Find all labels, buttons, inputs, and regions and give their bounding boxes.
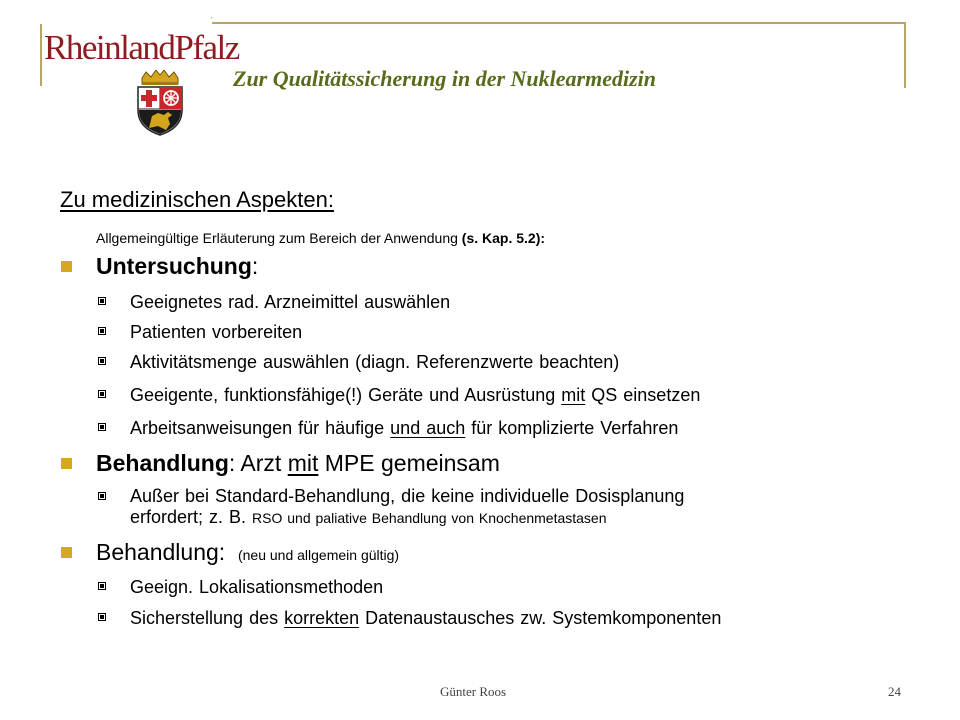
sub-item <box>130 384 700 406</box>
frame-corner-mark: ˊ <box>210 16 213 26</box>
underlined-text: mit <box>561 385 586 405</box>
intro-bold: (s. Kap. 5.2): <box>461 230 546 246</box>
section-heading: Zu medizinischen Aspekten: <box>60 187 334 212</box>
rheinland-pfalz-logo: RheinlandPfalz <box>44 28 239 67</box>
sub-item <box>130 486 684 529</box>
sub-item-text: Geeignetes rad. Arzneimittel auswählen <box>130 292 451 312</box>
bullet-square-icon <box>61 547 72 558</box>
underlined-text: korrekten <box>284 608 360 628</box>
hollow-square-icon <box>98 423 106 431</box>
coat-of-arms-icon <box>132 70 188 136</box>
sub-item-text: erfordert; z. B. <box>130 507 253 527</box>
sub-item <box>130 351 619 373</box>
small-text: RSO und paliative Behandlung von Knochenmetastasen <box>252 510 607 526</box>
sub-item <box>130 576 383 598</box>
bullet-label: Untersuchung <box>96 253 252 279</box>
sub-item-text: Geeign. Lokalisationsmethoden <box>130 577 384 597</box>
intro-text <box>96 230 545 246</box>
bullet-behandlung-neu <box>96 539 399 566</box>
sub-item-text: Datenaustausches zw. Systemkomponenten <box>359 608 722 628</box>
hollow-square-icon <box>98 492 106 500</box>
underlined-text: mit <box>287 450 319 476</box>
sub-item-line-2 <box>130 507 684 529</box>
sub-item <box>130 291 450 313</box>
sub-item-text: QS einsetzen <box>585 385 701 405</box>
header-frame-right-line <box>904 22 906 88</box>
sub-item-line-1: Außer bei Standard-Behandlung, die keine individuelle Dosisplanung <box>130 486 685 506</box>
hollow-square-icon <box>98 357 106 365</box>
sub-item <box>130 607 721 629</box>
bullet-behandlung <box>96 450 500 477</box>
sub-item-text: Sicherstellung des <box>130 608 285 628</box>
bullet-square-icon <box>61 458 72 469</box>
intro-plain: Allgemeingültige Erläuterung zum Bereich der Anwendung <box>96 230 462 246</box>
bullet-label: Behandlung <box>96 450 229 476</box>
header-frame-top-line <box>212 22 906 24</box>
sub-item <box>130 321 302 343</box>
hollow-square-icon <box>98 613 106 621</box>
bullet-label: Behandlung: <box>96 539 226 565</box>
bullet-square-icon <box>61 261 72 272</box>
sub-item-text: Aktivitätsmenge auswählen (diagn. Referenzwerte beachten) <box>130 352 620 372</box>
small-text: (neu und allgemein gültig) <box>237 547 400 563</box>
sub-item <box>130 417 678 439</box>
bullet-suffix: : <box>251 253 259 279</box>
sub-item-text: Arbeitsanweisungen für häufige <box>130 418 391 438</box>
hollow-square-icon <box>98 582 106 590</box>
sub-item-text: Patienten vorbereiten <box>130 322 303 342</box>
page-number: 24 <box>888 684 901 699</box>
bullet-text: : Arzt <box>228 450 288 476</box>
sub-item-text: Geeigente, funktionsfähige(!) Geräte und Ausrüstung <box>130 385 562 405</box>
bullet-untersuchung <box>96 253 258 280</box>
bullet-text: MPE gemeinsam <box>318 450 500 476</box>
header-frame-left-line <box>40 24 42 86</box>
hollow-square-icon <box>98 327 106 335</box>
sub-item-text: für komplizierte Verfahren <box>465 418 679 438</box>
underlined-text: und auch <box>390 418 466 438</box>
hollow-square-icon <box>98 390 106 398</box>
footer-author: Günter Roos <box>440 684 507 699</box>
hollow-square-icon <box>98 297 106 305</box>
slide-title: Zur Qualitätssicherung in der Nuklearmedizin <box>233 66 656 91</box>
